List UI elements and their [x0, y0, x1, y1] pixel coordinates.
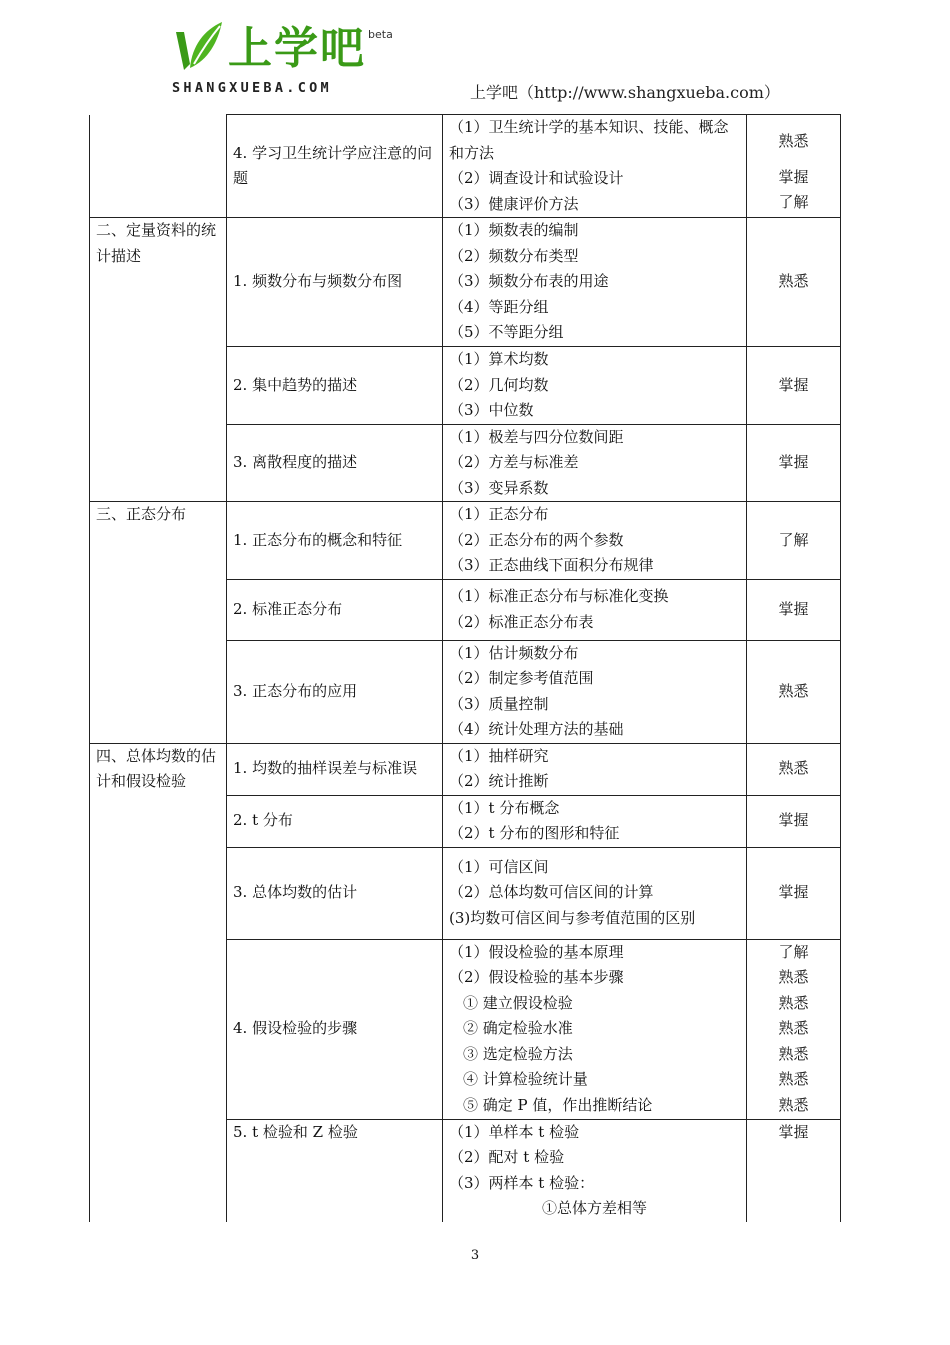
topic-cell: 3. 总体均数的估计: [227, 847, 443, 939]
content-line: （2）正态分布的两个参数: [449, 530, 624, 549]
level-text: 熟悉: [778, 1095, 809, 1114]
topic-cell: 3. 离散程度的描述: [227, 424, 443, 502]
content-line: （1）估计频数分布: [449, 643, 579, 662]
logo-chinese-text: 上学吧: [228, 23, 366, 74]
level-cell: [747, 939, 841, 1119]
level-text: 熟悉: [778, 1019, 809, 1038]
level-cell: 熟悉: [747, 640, 841, 743]
content-line: （3）频数分布表的用途: [449, 272, 609, 291]
content-line: （2）假设检验的基本步骤: [449, 968, 624, 987]
content-line: （1）抽样研究: [449, 746, 549, 765]
level-text: 了解: [778, 942, 809, 961]
level-text: 熟悉: [778, 1070, 809, 1089]
level-cell: 掌握: [747, 1119, 841, 1222]
content-cell: [443, 579, 747, 640]
site-url-header[interactable]: 上学吧（http://www.shangxueba.com）: [470, 83, 780, 102]
table-row: [90, 502, 841, 580]
content-line: （2）制定参考值范围: [449, 669, 594, 687]
content-cell: [443, 218, 747, 347]
chapter-cell: 四、总体均数的估计和假设检验: [90, 743, 227, 1222]
topic-cell: 5. t 检验和 Z 检验: [227, 1119, 443, 1222]
level-text: 熟悉: [778, 131, 809, 150]
content-line: （3）健康评价方法: [449, 194, 579, 213]
content-line: （1）假设检验的基本原理: [449, 942, 624, 961]
content-line: （1）正态分布: [449, 505, 549, 523]
topic-cell: 2. 标准正态分布: [227, 579, 443, 640]
level-cell: 掌握: [747, 347, 841, 425]
content-line: （1）单样本 t 检验: [449, 1122, 580, 1141]
content-cell: [443, 115, 747, 218]
content-cell: [443, 640, 747, 743]
level-cell: 掌握: [747, 795, 841, 847]
content-line: （1）可信区间: [449, 857, 549, 876]
content-cell: [443, 795, 747, 847]
topic-cell: 1. 频数分布与频数分布图: [227, 218, 443, 347]
chapter-cell: 三、正态分布: [90, 502, 227, 744]
logo-beta-tag: beta: [368, 28, 393, 41]
leaf-logo-icon: [170, 20, 226, 76]
content-line: （5）不等距分组: [449, 323, 564, 342]
content-cell: [443, 847, 747, 939]
content-line: （3）中位数: [449, 401, 534, 419]
syllabus-table: [89, 114, 841, 1222]
level-cell: 熟悉: [747, 218, 841, 347]
page-number: 3: [470, 1248, 480, 1263]
topic-cell: 4. 假设检验的步骤: [227, 939, 443, 1119]
content-line: （2）配对 t 检验: [449, 1148, 565, 1166]
content-line: （4）统计处理方法的基础: [449, 720, 624, 738]
content-line: （2）标准正态分布表: [449, 612, 594, 631]
content-cell: [443, 1119, 747, 1222]
content-line: (3)均数可信区间与参考值范围的区别: [449, 908, 696, 927]
topic-cell: 2. t 分布: [227, 795, 443, 847]
content-line: （4）等距分组: [449, 297, 549, 316]
topic-cell: 3. 正态分布的应用: [227, 640, 443, 743]
content-line: ④ 计算检验统计量: [463, 1070, 588, 1089]
level-cell: 掌握: [747, 579, 841, 640]
content-cell: [443, 743, 747, 795]
content-line: （1）t 分布概念: [449, 798, 560, 817]
content-line: （1）标准正态分布与标准化变换: [449, 587, 669, 605]
content-line: ③ 选定检验方法: [463, 1044, 573, 1063]
table-row: [90, 115, 841, 218]
level-cell: 掌握: [747, 424, 841, 502]
content-line: （1）极差与四分位数间距: [449, 427, 624, 446]
chapter-cell: 二、定量资料的统计描述: [90, 218, 227, 502]
level-cell: [747, 115, 841, 218]
content-line: （2）总体均数可信区间的计算: [449, 883, 654, 902]
chapter-cell: [90, 115, 227, 218]
content-cell: [443, 502, 747, 580]
level-cell: 了解: [747, 502, 841, 580]
topic-cell: 1. 正态分布的概念和特征: [227, 502, 443, 580]
topic-cell: 1. 均数的抽样误差与标准误: [227, 743, 443, 795]
content-line: （3）两样本 t 检验：: [449, 1173, 595, 1192]
level-text: 熟悉: [778, 1044, 809, 1063]
content-line: （1）频数表的编制: [449, 221, 579, 240]
level-cell: 熟悉: [747, 743, 841, 795]
content-line: （2）方差与标准差: [449, 453, 579, 471]
level-cell: 掌握: [747, 847, 841, 939]
topic-cell: 4. 学习卫生统计学应注意的问题: [227, 115, 443, 218]
level-text: 了解: [778, 193, 809, 211]
level-text: 掌握: [778, 167, 809, 186]
content-line: ①总体方差相等: [541, 1199, 647, 1217]
content-line: ② 确定检验水准: [463, 1019, 573, 1038]
level-text: 熟悉: [778, 993, 809, 1012]
content-cell: [443, 939, 747, 1119]
content-line: （2）统计推断: [449, 772, 549, 790]
site-logo[interactable]: [170, 20, 410, 100]
content-line: （2）t 分布的图形和特征: [449, 824, 620, 842]
content-line: （3）变异系数: [449, 478, 549, 497]
content-line: ⑤ 确定 P 值，作出推断结论: [463, 1095, 653, 1114]
content-line: （1）卫生统计学的基本知识、技能、概念和方法: [449, 118, 729, 162]
content-line: （3）正态曲线下面积分布规律: [449, 556, 654, 574]
content-cell: [443, 347, 747, 425]
level-text: 熟悉: [778, 968, 809, 987]
content-line: （2）调查设计和试验设计: [449, 169, 624, 187]
logo-english-text: SHANGXUEBA.COM: [172, 80, 332, 96]
content-line: ① 建立假设检验: [463, 993, 573, 1012]
content-line: （1）算术均数: [449, 350, 549, 368]
table-row: [90, 743, 841, 795]
content-line: （2）几何均数: [449, 375, 549, 394]
content-cell: [443, 424, 747, 502]
content-line: （2）频数分布类型: [449, 246, 579, 265]
table-row: [90, 218, 841, 347]
topic-cell: 2. 集中趋势的描述: [227, 347, 443, 425]
content-line: （3）质量控制: [449, 694, 549, 713]
